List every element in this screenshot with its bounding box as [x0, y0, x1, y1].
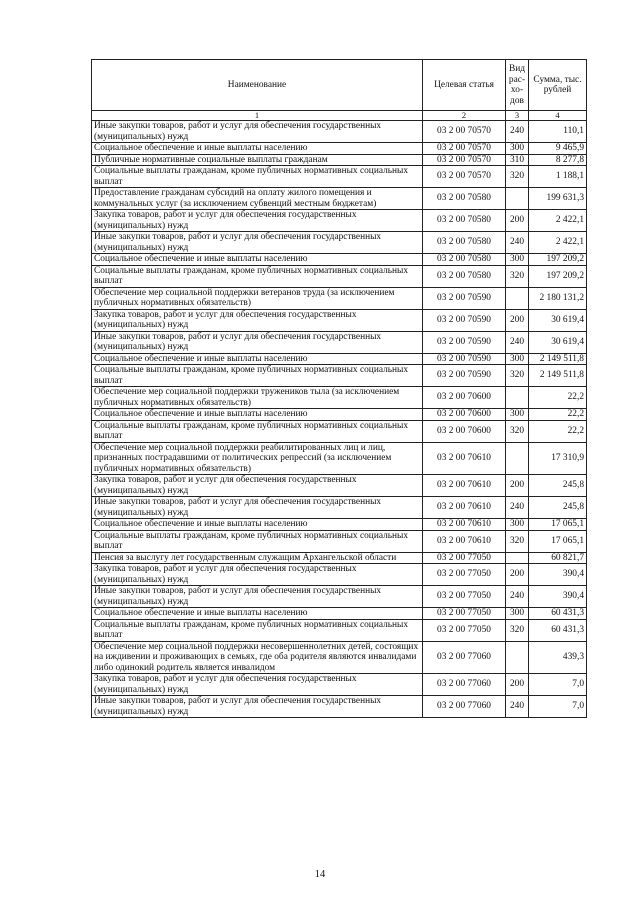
row-expense-type: 300: [506, 519, 529, 531]
row-name: Закупка товаров, работ и услуг для обеспечения государственных (муниципальных) нужд: [92, 210, 423, 232]
row-name: Социальное обеспечение и иные выплаты населению: [92, 143, 423, 155]
col-number: 4: [529, 111, 587, 121]
row-target-article: 03 2 00 70590: [423, 365, 506, 387]
row-name: Социальные выплаты гражданам, кроме публичных нормативных социальных выплат: [92, 619, 423, 641]
row-target-article: 03 2 00 70580: [423, 188, 506, 210]
row-sum: 245,8: [529, 497, 587, 519]
row-name: Социальное обеспечение и иные выплаты населению: [92, 353, 423, 365]
row-name: Иные закупки товаров, работ и услуг для обеспечения государственных (муниципальных) нужд: [92, 331, 423, 353]
row-target-article: 03 2 00 70610: [423, 442, 506, 475]
table-row: [92, 530, 587, 552]
col-number: 3: [506, 111, 529, 121]
row-expense-type: 300: [506, 254, 529, 266]
row-name: Социальное обеспечение и иные выплаты населению: [92, 519, 423, 531]
header-expense-type: Вид рас-хо-дов: [506, 60, 529, 111]
row-name: Закупка товаров, работ и услуг для обеспечения государственных (муниципальных) нужд: [92, 564, 423, 586]
row-sum: 2 149 511,8: [529, 365, 587, 387]
row-target-article: 03 2 00 70580: [423, 254, 506, 266]
row-expense-type: 240: [506, 497, 529, 519]
row-expense-type: 240: [506, 331, 529, 353]
row-target-article: 03 2 00 70590: [423, 331, 506, 353]
header-target-article: Целевая статья: [423, 60, 506, 111]
row-expense-type: 300: [506, 143, 529, 155]
table-row: [92, 287, 587, 309]
row-name: Иные закупки товаров, работ и услуг для обеспечения государственных (муниципальных) нужд: [92, 497, 423, 519]
header-sum: Сумма, тыс. рублей: [529, 60, 587, 111]
page-number: 14: [314, 869, 326, 880]
budget-table: [91, 59, 587, 718]
row-target-article: 03 2 00 70580: [423, 265, 506, 287]
table-body: [92, 121, 587, 718]
column-number-row: [92, 111, 587, 121]
row-expense-type: 300: [506, 608, 529, 620]
row-target-article: 03 2 00 70590: [423, 309, 506, 331]
row-sum: 245,8: [529, 475, 587, 497]
row-name: Иные закупки товаров, работ и услуг для обеспечения государственных (муниципальных) нужд: [92, 232, 423, 254]
row-name: Закупка товаров, работ и услуг для обеспечения государственных (муниципальных) нужд: [92, 475, 423, 497]
row-target-article: 03 2 00 70590: [423, 353, 506, 365]
table-row: [92, 254, 587, 266]
row-target-article: 03 2 00 70610: [423, 497, 506, 519]
table-row: [92, 641, 587, 674]
table-row: [92, 409, 587, 421]
row-target-article: 03 2 00 70570: [423, 121, 506, 143]
row-expense-type: 200: [506, 475, 529, 497]
row-target-article: 03 2 00 70610: [423, 530, 506, 552]
row-sum: 17 065,1: [529, 519, 587, 531]
row-name: Иные закупки товаров, работ и услуг для обеспечения государственных (муниципальных) нужд: [92, 696, 423, 718]
row-expense-type: 310: [506, 154, 529, 166]
table-row: [92, 353, 587, 365]
table-row: [92, 143, 587, 155]
table-row: [92, 475, 587, 497]
row-sum: 30 619,4: [529, 331, 587, 353]
row-name: Закупка товаров, работ и услуг для обеспечения государственных (муниципальных) нужд: [92, 309, 423, 331]
row-expense-type: [506, 641, 529, 674]
row-expense-type: 320: [506, 166, 529, 188]
row-target-article: 03 2 00 77050: [423, 619, 506, 641]
row-target-article: 03 2 00 70610: [423, 519, 506, 531]
row-sum: 60 431,3: [529, 608, 587, 620]
row-expense-type: [506, 442, 529, 475]
row-name: Закупка товаров, работ и услуг для обеспечения государственных (муниципальных) нужд: [92, 674, 423, 696]
row-expense-type: 300: [506, 409, 529, 421]
row-name: Обеспечение мер социальной поддержки ветеранов труда (за исключением публичных нормативных обязательств): [92, 287, 423, 309]
table-row: [92, 696, 587, 718]
row-expense-type: 320: [506, 619, 529, 641]
row-expense-type: 320: [506, 265, 529, 287]
row-expense-type: 200: [506, 674, 529, 696]
table-row: [92, 331, 587, 353]
row-expense-type: [506, 287, 529, 309]
row-name: Иные закупки товаров, работ и услуг для обеспечения государственных (муниципальных) нужд: [92, 586, 423, 608]
row-expense-type: 240: [506, 121, 529, 143]
row-name: Социальные выплаты гражданам, кроме публичных нормативных социальных выплат: [92, 166, 423, 188]
row-target-article: 03 2 00 77050: [423, 552, 506, 564]
row-target-article: 03 2 00 70570: [423, 154, 506, 166]
table-row: [92, 442, 587, 475]
row-name: Социальные выплаты гражданам, кроме публичных нормативных социальных выплат: [92, 530, 423, 552]
row-sum: 9 465,9: [529, 143, 587, 155]
row-expense-type: 300: [506, 353, 529, 365]
row-target-article: 03 2 00 77050: [423, 564, 506, 586]
row-name: Социальное обеспечение и иные выплаты населению: [92, 409, 423, 421]
table-row: [92, 586, 587, 608]
row-name: Иные закупки товаров, работ и услуг для обеспечения государственных (муниципальных) нужд: [92, 121, 423, 143]
row-expense-type: 200: [506, 309, 529, 331]
row-target-article: 03 2 00 77060: [423, 674, 506, 696]
row-sum: 60 431,3: [529, 619, 587, 641]
table-row: [92, 387, 587, 409]
table-row: [92, 166, 587, 188]
row-target-article: 03 2 00 70610: [423, 475, 506, 497]
row-name: Социальное обеспечение и иные выплаты населению: [92, 254, 423, 266]
row-target-article: 03 2 00 70600: [423, 409, 506, 421]
row-name: Пенсия за выслугу лет государственным служащим Архангельской области: [92, 552, 423, 564]
table-row: [92, 232, 587, 254]
col-number: 2: [423, 111, 506, 121]
table-row: [92, 121, 587, 143]
row-expense-type: 200: [506, 564, 529, 586]
row-target-article: 03 2 00 70580: [423, 232, 506, 254]
row-target-article: 03 2 00 77050: [423, 586, 506, 608]
row-target-article: 03 2 00 77060: [423, 641, 506, 674]
table-row: [92, 608, 587, 620]
row-name: Предоставление гражданам субсидий на оплату жилого помещения и коммунальных услуг (за исключением субвенций местным бюджетам): [92, 188, 423, 210]
col-number: 1: [92, 111, 423, 121]
row-sum: 17 310,9: [529, 442, 587, 475]
row-expense-type: 320: [506, 420, 529, 442]
table-row: [92, 552, 587, 564]
table-row: [92, 265, 587, 287]
row-sum: 2 422,1: [529, 210, 587, 232]
row-sum: 17 065,1: [529, 530, 587, 552]
table-header-row: [92, 60, 587, 111]
row-sum: 390,4: [529, 564, 587, 586]
row-sum: 2 422,1: [529, 232, 587, 254]
row-expense-type: 240: [506, 586, 529, 608]
row-expense-type: 240: [506, 696, 529, 718]
table-row: [92, 188, 587, 210]
table-row: [92, 420, 587, 442]
row-name: Обеспечение мер социальной поддержки реабилитированных лиц и лиц, признанных пострадавшими от политических репрессий (за исключением публичных нормативных обязательств): [92, 442, 423, 475]
row-sum: 30 619,4: [529, 309, 587, 331]
row-sum: 7,0: [529, 696, 587, 718]
row-sum: 2 149 511,8: [529, 353, 587, 365]
row-name: Социальные выплаты гражданам, кроме публичных нормативных социальных выплат: [92, 365, 423, 387]
row-expense-type: 320: [506, 365, 529, 387]
row-expense-type: 240: [506, 232, 529, 254]
row-expense-type: [506, 387, 529, 409]
row-sum: 197 209,2: [529, 254, 587, 266]
row-target-article: 03 2 00 77050: [423, 608, 506, 620]
row-expense-type: [506, 188, 529, 210]
row-name: Социальные выплаты гражданам, кроме публичных нормативных социальных выплат: [92, 265, 423, 287]
table-row: [92, 497, 587, 519]
row-sum: 197 209,2: [529, 265, 587, 287]
row-sum: 110,1: [529, 121, 587, 143]
row-sum: 390,4: [529, 586, 587, 608]
table-row: [92, 365, 587, 387]
row-sum: 7,0: [529, 674, 587, 696]
row-name: Обеспечение мер социальной поддержки несовершеннолетних детей, состоящих на иждивении и проживающих в семьях, где оба родителя являются инвалидами либо одинокий родитель является инвалидом: [92, 641, 423, 674]
row-sum: 1 188,1: [529, 166, 587, 188]
row-sum: 8 277,8: [529, 154, 587, 166]
row-expense-type: 320: [506, 530, 529, 552]
row-target-article: 03 2 00 70570: [423, 166, 506, 188]
row-name: Публичные нормативные социальные выплаты гражданам: [92, 154, 423, 166]
row-sum: 22,2: [529, 409, 587, 421]
row-name: Обеспечение мер социальной поддержки тружеников тыла (за исключением публичных нормативных обязательств): [92, 387, 423, 409]
row-sum: 2 180 131,2: [529, 287, 587, 309]
table-row: [92, 154, 587, 166]
table-row: [92, 210, 587, 232]
table-row: [92, 519, 587, 531]
table-row: [92, 619, 587, 641]
row-name: Социальные выплаты гражданам, кроме публичных нормативных социальных выплат: [92, 420, 423, 442]
table-row: [92, 564, 587, 586]
row-target-article: 03 2 00 77060: [423, 696, 506, 718]
row-sum: 199 631,3: [529, 188, 587, 210]
row-target-article: 03 2 00 70580: [423, 210, 506, 232]
row-target-article: 03 2 00 70570: [423, 143, 506, 155]
row-sum: 22,2: [529, 420, 587, 442]
row-sum: 439,3: [529, 641, 587, 674]
row-target-article: 03 2 00 70590: [423, 287, 506, 309]
row-target-article: 03 2 00 70600: [423, 387, 506, 409]
table-row: [92, 309, 587, 331]
header-name: Наименование: [92, 60, 423, 111]
row-expense-type: [506, 552, 529, 564]
row-expense-type: 200: [506, 210, 529, 232]
row-name: Социальное обеспечение и иные выплаты населению: [92, 608, 423, 620]
row-sum: 22,2: [529, 387, 587, 409]
table-row: [92, 674, 587, 696]
row-target-article: 03 2 00 70600: [423, 420, 506, 442]
row-sum: 60 821,7: [529, 552, 587, 564]
